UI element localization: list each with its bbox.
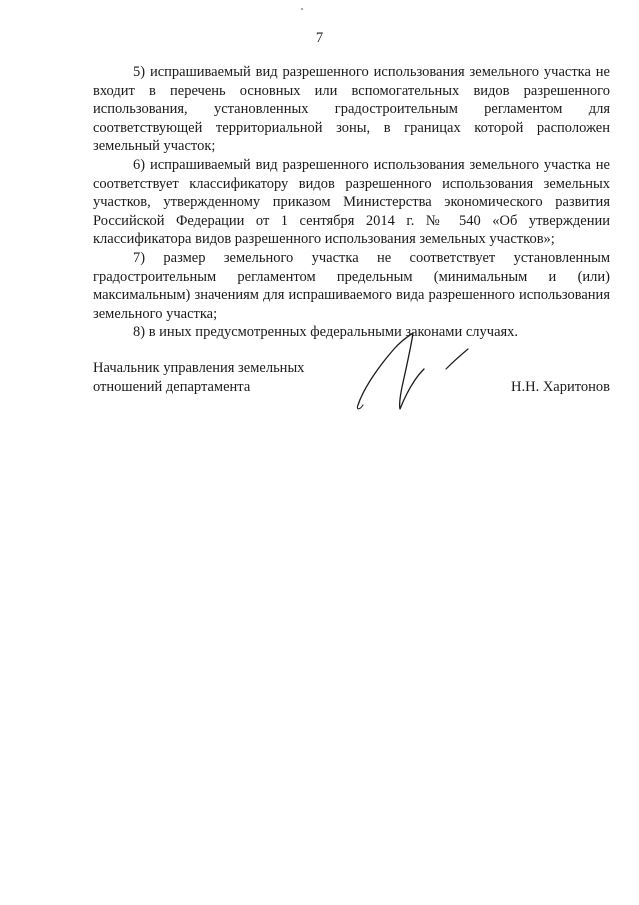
signature-stroke-loop <box>357 405 363 409</box>
list-item-6: 6) испрашиваемый вид разрешенного использования земельного участка не соответствует классификатору видов разрешенного использования земельных участков, утвержденному приказом Министерства экономического развития Российской Федерации от 1 сентября 2014 г. № 540 «Об утверждении классификатора видов разрешенного использования земельных участков»; <box>93 156 610 248</box>
signature-stroke-tick <box>446 349 468 369</box>
list-item-5: 5) испрашиваемый вид разрешенного использования земельного участка не входит в перечень основных или вспомогательных видов разрешенного использования, установленных градостроительным регламентом для соответствующей территориальной зоны, в границах которой расположен земельный участок; <box>93 64 610 155</box>
signer-name: Н.Н. Харитонов <box>511 378 610 395</box>
document-body <box>93 63 610 342</box>
signer-position-line-2: отношений департамента <box>93 378 251 395</box>
signer-position-line-1: Начальник управления земельных <box>93 360 305 376</box>
signature-stroke-main <box>358 333 424 409</box>
handwritten-signature <box>350 325 480 415</box>
page-number: 7 <box>315 30 324 46</box>
scan-artifact-dot <box>301 8 303 10</box>
list-item-7: 7) размер земельного участка не соответствует установленным градостроительным регламентом предельным (минимальным и (или) максимальным) значениям для испрашиваемого вида разрешенного использования земельного участка; <box>93 249 610 322</box>
list-item-8: 8) в иных предусмотренных федеральными законами случаях. <box>133 324 519 341</box>
signer-position <box>93 359 353 396</box>
